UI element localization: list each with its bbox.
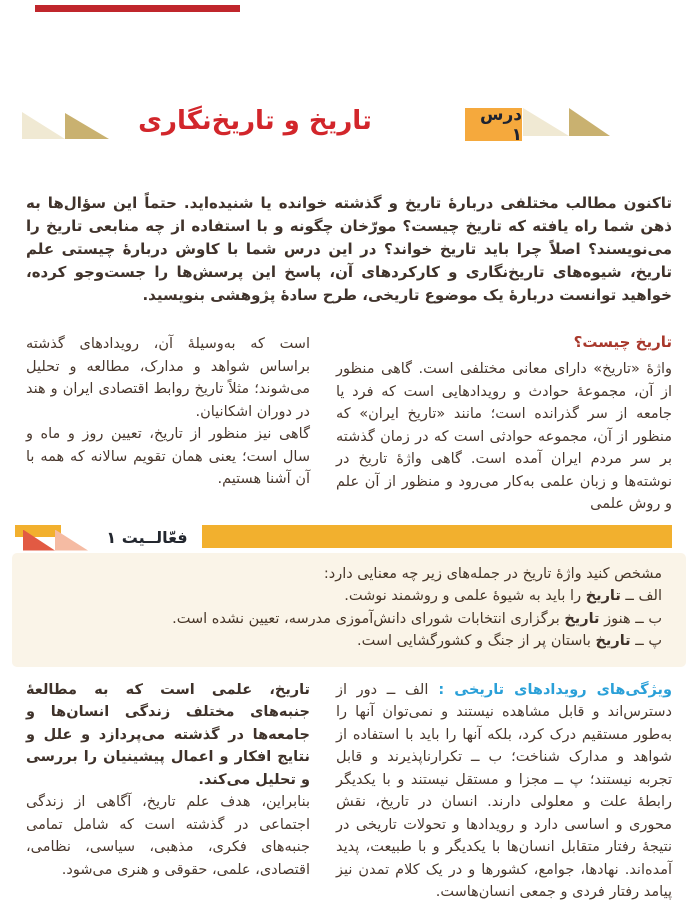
history-definition-bold: تاریخ، علمی است که به مطالعهٔ جنبه‌های مختلف زندگی انسان‌ها و جامعه‌ها در گذشته می‌پردازد و علل و نتایج افکار و اعمال پیشینیان را بررسی و تحلیل می‌کند. [26, 681, 310, 788]
activity-label: فعّالــیت ۱ [88, 525, 206, 551]
lesson-number-badge: درس ۱ [465, 108, 522, 141]
cream-triangle-icon [22, 112, 65, 139]
history-definition-regular: بنابراین، هدف علم تاریخ، آگاهی از زندگی اجتماعی در گذشته است که شامل تمامی جنبه‌های فکری، مذهبی، سیاسی، نظامی، اقتصادی، علمی، حقوقی و هنری می‌شود. [26, 794, 310, 878]
activity-item-b-keyword: تاریخ [564, 610, 600, 627]
column-left [26, 333, 310, 491]
activity-item-b-text: برگزاری انتخابات شورای دانش‌آموزی مدرسه، تعیین نشده است. [172, 610, 565, 627]
features-paragraph [336, 679, 672, 902]
what-is-history-paragraph-left-1: است که به‌وسیلهٔ آن، رویدادهای گذشته براساس شواهد و مدارک، مطالعه و تحلیل می‌شوند؛ مثلاً تاریخ روابط اقتصادی ایران و هند در دوران اشکانیان. [26, 336, 310, 420]
activity-item-b-prefix: ب ــ هنوز [599, 610, 662, 627]
activity-item-p-text: باستان پر از جنگ و کشورگشایی است. [357, 633, 596, 649]
activity-item-p-prefix: پ ــ [630, 633, 662, 649]
top-red-strip [35, 5, 240, 12]
salmon-triangle-icon [55, 530, 88, 551]
activity-yellow-bar [202, 525, 672, 548]
left-triangle-decoration [22, 112, 109, 139]
right-triangle-decoration [523, 108, 610, 136]
activity-item-a-prefix: الف ــ [620, 588, 662, 604]
features-body: الف ــ دور از دسترس‌اند و قابل مشاهده نیستند و نمی‌توان آنها را به‌طور مستقیم درک کرد، بلکه آنها را باید با استفاده از شواهد و مدارک شناخت؛ ب ــ تکرارناپذیرند و قابل تجربه نیستند؛ پ ــ مجزا و مستقل نیستند و با یکدیگر رابطهٔ علت و معلولی دارند. انسان در تاریخ، نقش محوری و اساسی دارد و رویدادها و تحولات تاریخی در نتیجهٔ رفتار متقابل انسان‌ها با یکدیگر و با طبیعت، پدید آمده‌اند. نهادها، جوامع، کشورها و در یک کلام تمدن نیز پیامد رفتار فردی و جمعی انسان‌هاست. [336, 681, 672, 900]
section-what-is-history [26, 333, 672, 516]
what-is-history-paragraph-right: واژهٔ «تاریخ» دارای معانی مختلفی است. گاهی منظور از آن، مجموعهٔ حوادث و رویدادهایی است که فرد یا جامعه از سر گذرانده است؛ مانند «تاریخ ایران» که منظور از آن، مجموعه حوادثی است که در زمان گذشته بر سر مردم ایران آمده است. گاهی واژهٔ تاریخ در نوشته‌ها و زبان علمی به‌کار می‌رود و منظور از آن علم و روش علمی [336, 361, 672, 512]
section-features [26, 679, 672, 902]
activity-prompt: مشخص کنید واژهٔ تاریخ در جمله‌های زیر چه معنایی دارد: [323, 565, 662, 582]
activity-item-p [36, 630, 662, 653]
column-right [336, 333, 672, 516]
activity-box [12, 553, 686, 667]
tan-triangle-icon [569, 108, 610, 136]
page-title: تاریخ و تاریخ‌نگاری [138, 106, 372, 136]
column-left [26, 679, 310, 882]
activity-item-a [36, 585, 662, 608]
activity-item-p-keyword: تاریخ [595, 633, 631, 649]
column-right [336, 679, 672, 902]
activity-item-a-keyword: تاریخ [585, 588, 621, 604]
intro-paragraph: تاکنون مطالب مختلفی دربارهٔ تاریخ و گذشته خوانده یا شنیده‌اید. حتماً این سؤال‌ها به ذهن شما راه یافته که تاریخ چیست؟ مورّخان چگونه و با استفاده از چه منابعی تاریخ را می‌نویسند؟ اصلاً چرا باید تاریخ خواند؟ در این درس شما با کاوش دربارهٔ چیستی علم تاریخ، شیوه‌های تاریخ‌نگاری و کارکردهای آن، پاسخ این پرسش‌ها را جست‌وجو کرده، خواهید توانست دربارهٔ یک موضوع تاریخی، طرح سادهٔ پژوهشی بنویسید. [26, 194, 672, 304]
lesson-header [0, 104, 698, 144]
what-is-history-paragraph-left-2: گاهی نیز منظور از تاریخ، تعیین روز و ماه و سال است؛ یعنی همان تقویم سالانه که همه با آن آشنا هستیم. [26, 426, 310, 487]
cream-triangle-icon [523, 108, 569, 136]
features-heading: ویژگی‌های رویدادهای تاریخی : [428, 681, 672, 698]
yellow-stub-decoration [15, 525, 61, 537]
activity-item-b [36, 608, 662, 631]
tan-triangle-icon [65, 113, 109, 139]
activity-header-bar [26, 525, 672, 551]
section-heading-what-is-history: تاریخ چیست؟ [573, 333, 672, 351]
activity-item-a-text: را باید به شیوهٔ علمی و روشمند نوشت. [344, 588, 586, 604]
